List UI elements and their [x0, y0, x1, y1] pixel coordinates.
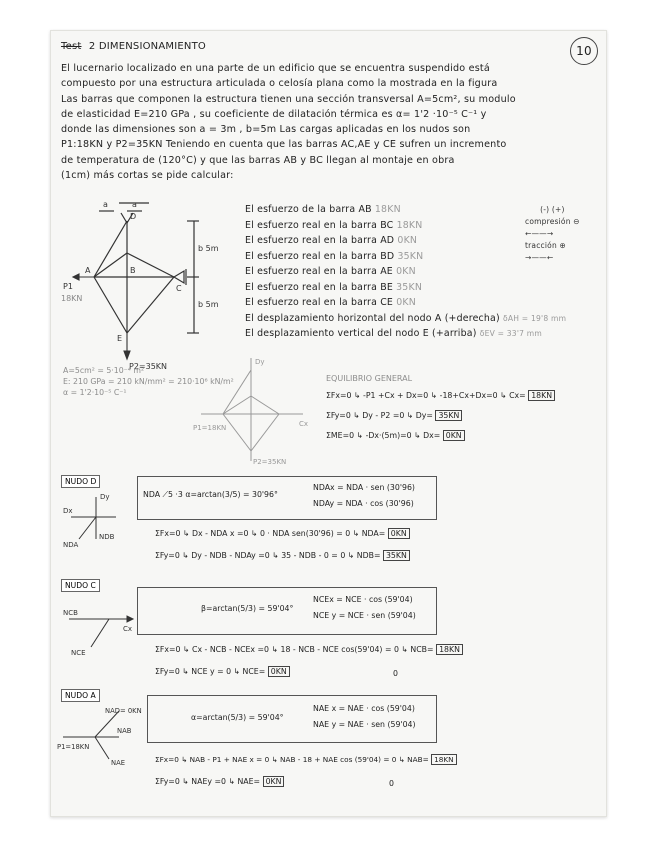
nudo-d-label: NUDO D: [61, 475, 100, 488]
load-p2-label: P2=35KN: [129, 362, 168, 371]
answer-box: 35KN: [435, 410, 462, 421]
node-c: C: [176, 284, 182, 293]
section-title: 2 DIMENSIONAMIENTO: [88, 41, 206, 52]
answer-box: 0KN: [443, 430, 465, 441]
tension-label: tracción ⊕: [525, 241, 566, 250]
given-alpha: α = 1'2·10⁻⁵ C⁻¹: [63, 388, 127, 397]
nudo-c-comp-x: NCEx = NCE · cos (59'04): [313, 595, 413, 604]
nudo-d-fbd: [61, 489, 131, 549]
nudo-a-zero: 0: [389, 779, 394, 788]
answer-box: 35KN: [383, 550, 410, 561]
problem-statement: [61, 61, 596, 183]
question-answer: 35KN: [397, 250, 424, 262]
sign-symbols: (-) (+): [540, 205, 565, 214]
equilibrium-title: EQUILIBRIO GENERAL: [326, 374, 413, 383]
question-item: El desplazamiento horizontal del nodo A (+derecha) δAH = 19'8 mm: [245, 312, 567, 324]
answer-box: 18KN: [436, 644, 463, 655]
problem-line: El lucernario localizado en una parte de un edificio que se encuentra suspendido está: [61, 63, 490, 74]
node-e: E: [117, 334, 123, 343]
equilibrium-diagram: [191, 356, 321, 466]
nudo-c-comp-y: NCE y = NCE · sen (59'04): [313, 611, 416, 620]
problem-line: de temperatura de (120°C) y que las barras AB y BC llegan al montaje en obra: [61, 154, 455, 166]
compression-arrow: ←——→: [525, 229, 554, 238]
section-header: [61, 41, 206, 52]
fbd-d-ndb: NDB: [99, 533, 115, 541]
equilibrium-eq-fx: ΣFx=0 ↳ -P1 +Cx + Dx=0 ↳ -18+Cx+Dx=0 ↳ Cx= 18KN: [326, 391, 555, 400]
equilibrium-eq-fy: ΣFy=0 ↳ Dy - P2 =0 ↳ Dy= 35KN: [326, 411, 462, 420]
equilibrium-eq-me: ΣME=0 ↳ -Dx·(5m)=0 ↳ Dx= 0KN: [326, 431, 465, 440]
question-answer: 18KN: [374, 204, 401, 215]
question-item: El esfuerzo real en la barra AE 0KN: [245, 266, 416, 277]
fbd-d-dy: Dy: [100, 493, 110, 501]
problem-line: Las barras que componen la estructura tienen una sección transversal A=5cm², su modulo: [61, 93, 516, 105]
dim-b-1: b 5m: [198, 244, 219, 253]
nudo-c-eq-fx: ΣFx=0 ↳ Cx - NCB - NCEx =0 ↳ 18 - NCB - NCE cos(59'04) = 0 ↳ NCB= 18KN: [155, 645, 463, 654]
given-area: A=5cm² = 5·10⁻⁴ m²: [63, 366, 145, 375]
fbd-c-cx: Cx: [123, 625, 133, 633]
fbd-a-p1: P1=18KN: [57, 743, 90, 751]
load-p1-label: P1: [63, 282, 73, 291]
truss-figure: [59, 191, 244, 376]
problem-line: de elasticidad E=210 GPa , su coeficiente de dilatación térmica es α= 1'2 ·10⁻⁵ C⁻¹ y: [61, 108, 487, 120]
problem-line: P1:18KN y P2=35KN Teniendo en cuenta que las barras AC,AE y CE sufren un incremento: [61, 139, 507, 151]
fbd-a-nad: NAD= 0KN: [105, 707, 142, 715]
question-item: El esfuerzo real en la barra AD 0KN: [245, 235, 418, 246]
nudo-c-label: NUDO C: [61, 579, 100, 592]
answer-box: 0KN: [263, 776, 285, 787]
dim-b-2: b 5m: [198, 300, 219, 309]
answer-box: 18KN: [528, 390, 555, 401]
question-item: El esfuerzo real en la barra BD 35KN: [245, 250, 424, 262]
fbd-d-dx: Dx: [63, 507, 73, 515]
node-b: B: [130, 266, 136, 275]
compression-label: compresión ⊖: [525, 217, 580, 226]
nudo-a-angle: α=arctan(5/3) = 59'04°: [191, 713, 284, 722]
nudo-d-eq-fy: ΣFy=0 ↳ Dy - NDB - NDAy =0 ↳ 35 - NDB - 0 = 0 ↳ NDB= 35KN: [155, 551, 410, 560]
problem-line: donde las dimensiones son a = 3m , b=5m Las cargas aplicadas en los nudos son: [61, 124, 471, 136]
nudo-d-comp-y: NDAy = NDA · cos (30'96): [313, 499, 414, 508]
page-number: 10: [570, 37, 598, 65]
fbd-c-nce: NCE: [71, 649, 86, 657]
nudo-d-angle: NDA ⟋5 ·3 α=arctan(3/5) = 30'96°: [143, 490, 278, 499]
node-d: D: [130, 212, 137, 221]
problem-line: compuesto por una estructura articulada o celosía plana como la mostrada en la figura: [61, 78, 498, 90]
given-modulus: E: 210 GPa = 210 kN/mm² = 210·10⁶ kN/m²: [63, 377, 234, 386]
dim-a-1: a: [103, 200, 108, 209]
dim-a-2: a: [132, 200, 137, 209]
question-item: El esfuerzo de la barra AB 18KN: [245, 204, 401, 215]
eq-diag-dy: Dy: [255, 358, 265, 366]
question-answer: 35KN: [396, 281, 423, 293]
fbd-a-nae: NAE: [111, 759, 126, 767]
nudo-a-eq-fy: ΣFy=0 ↳ NAEy =0 ↳ NAE= 0KN: [155, 777, 284, 786]
eq-diag-p1: P1=18KN: [193, 424, 227, 432]
eq-diag-p2: P2=35KN: [253, 458, 287, 466]
fbd-c-ncb: NCB: [63, 609, 78, 617]
nudo-c-fbd: [61, 597, 141, 657]
question-answer: δEV = 33'7 mm: [479, 329, 542, 338]
question-item: El esfuerzo real en la barra BE 35KN: [245, 281, 423, 293]
question-item: El esfuerzo real en la barra CE 0KN: [245, 297, 416, 308]
node-a: A: [85, 266, 91, 275]
question-answer: 0KN: [397, 235, 418, 246]
nudo-a-label: NUDO A: [61, 689, 100, 702]
nudo-a-fbd: [57, 703, 147, 767]
nudo-c-zero: 0: [393, 669, 398, 678]
nudo-a-comp-y: NAE y = NAE · sen (59'04): [313, 720, 416, 729]
fbd-d-nda: NDA: [63, 541, 79, 549]
nudo-a-comp-x: NAE x = NAE · cos (59'04): [313, 704, 415, 713]
nudo-c-angle: β=arctan(5/3) = 59'04°: [201, 604, 294, 613]
answer-box: 0KN: [268, 666, 290, 677]
nudo-c-eq-fy: ΣFy=0 ↳ NCE y = 0 ↳ NCE= 0KN: [155, 667, 290, 676]
nudo-a-eq-fx: ΣFx=0 ↳ NAB - P1 + NAE x = 0 ↳ NAB - 18 + NAE cos (59'04) = 0 ↳ NAB= 18KN: [155, 755, 457, 764]
struck-word: Test: [61, 41, 82, 52]
load-p1-value: 18KN: [61, 294, 83, 303]
question-item: El esfuerzo real en la barra BC 18KN: [245, 219, 423, 231]
problem-line: (1cm) más cortas se pide calcular:: [61, 170, 234, 182]
question-list: [245, 202, 566, 342]
nudo-d-comp-x: NDAx = NDA · sen (30'96): [313, 483, 415, 492]
tension-arrow: →——←: [525, 253, 554, 262]
question-answer: 0KN: [396, 266, 416, 277]
sign-legend: [525, 204, 580, 264]
question-item: El desplazamiento vertical del nodo E (+arriba) δEV = 33'7 mm: [245, 328, 542, 339]
fbd-a-nab: NAB: [117, 727, 132, 735]
question-answer: δAH = 19'8 mm: [503, 313, 567, 323]
question-answer: 18KN: [396, 219, 423, 231]
answer-box: 0KN: [388, 528, 410, 539]
eq-diag-cx: Cx: [299, 420, 309, 428]
nudo-d-eq-fx: ΣFx=0 ↳ Dx - NDA x =0 ↳ 0 · NDA sen(30'96) = 0 ↳ NDA= 0KN: [155, 529, 410, 538]
question-answer: 0KN: [396, 297, 416, 308]
notebook-page: [50, 30, 607, 817]
answer-box: 18KN: [431, 754, 457, 765]
